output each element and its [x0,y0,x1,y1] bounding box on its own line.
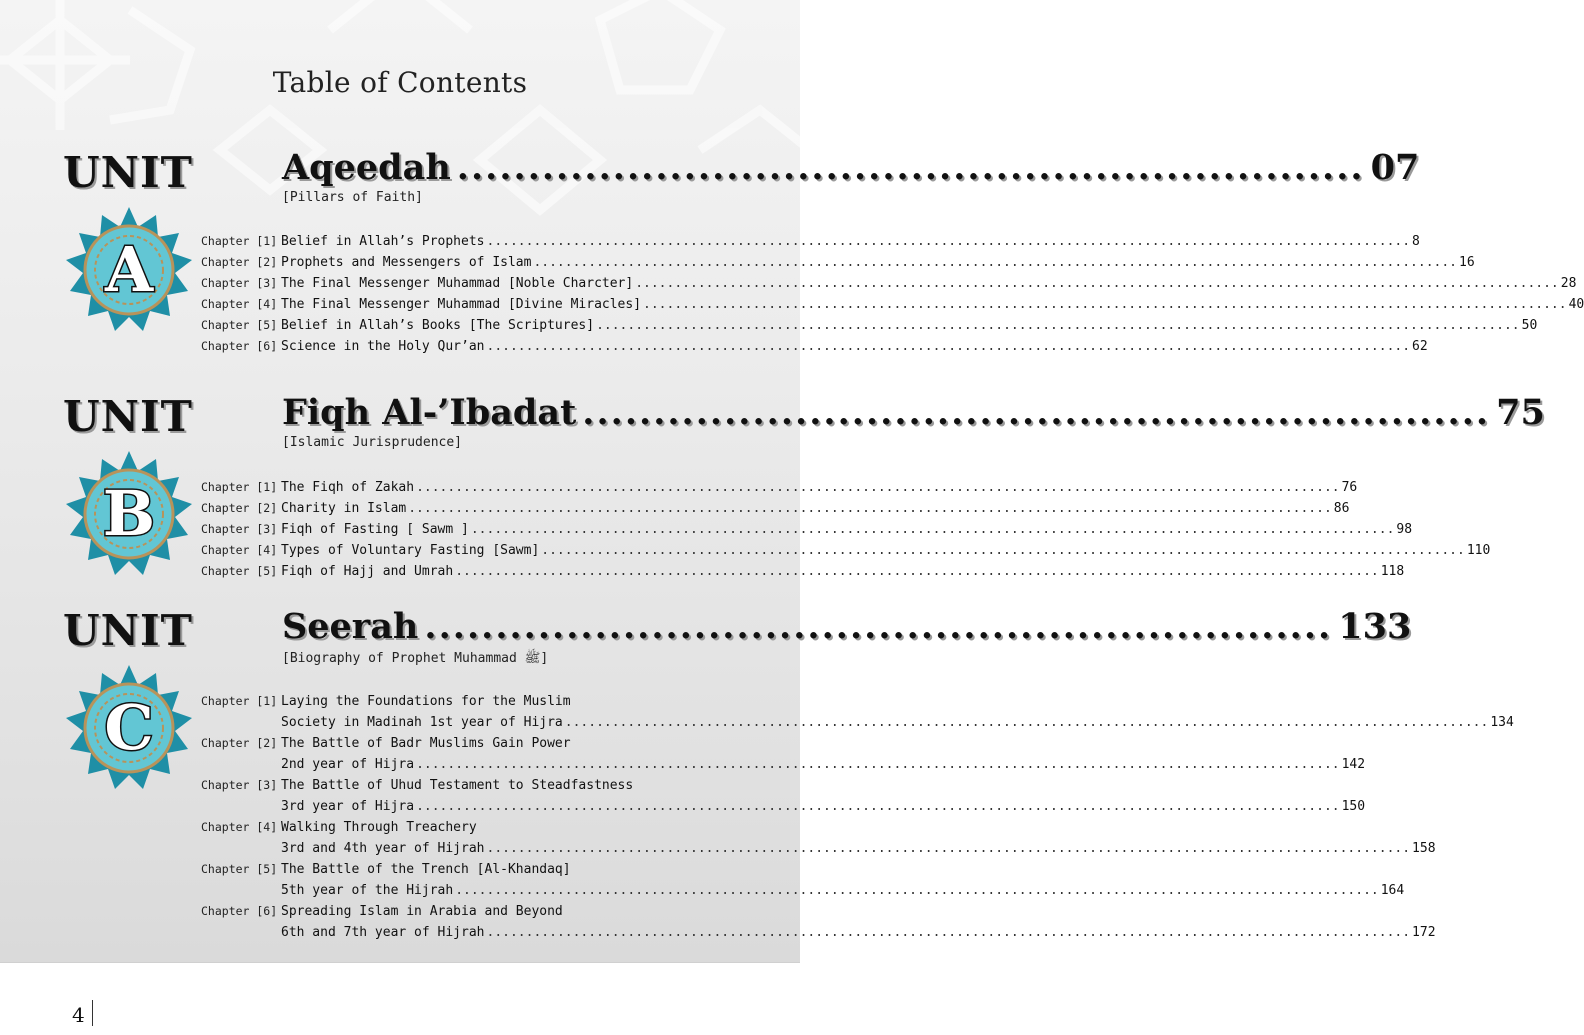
chapter-title: The Fiqh of Zakah [281,480,415,495]
unit-subtitle: [Pillars of Faith] [282,190,423,205]
chapter-title: Laying the Foundations for the Muslim [281,694,571,709]
chapter-entry[interactable] [201,273,1577,294]
leader-dots [596,315,1520,336]
chapter-page: 164 [1380,883,1405,898]
leader-dots [471,519,1395,540]
chapter-list-b [201,477,1491,582]
chapter-number: Chapter [5] [201,862,278,876]
chapter-title: Spreading Islam in Arabia and Beyond [281,904,563,919]
chapter-title: Types of Voluntary Fasting [Sawm] [281,543,540,558]
chapter-entry[interactable] [201,315,1538,336]
unit-page: 75 [1496,392,1545,433]
leader-dots [416,477,1340,498]
chapter-title: Charity in Islam [281,501,407,516]
chapter-number: Chapter [2] [201,736,278,750]
chapter-page: 40 [1568,297,1584,312]
chapter-entry[interactable] [201,561,1405,582]
unit-b-badge [64,449,194,579]
chapter-title: The Battle of the Trench [Al-Khandaq] [281,862,571,877]
chapter-entry[interactable] [201,519,1413,540]
chapter-page: 110 [1466,543,1491,558]
chapter-list-c [201,691,1514,943]
unit-page: 07 [1370,147,1420,188]
chapter-page: 62 [1412,339,1428,354]
chapter-entry[interactable] [201,901,1436,943]
chapter-title: The Battle of Uhud Testament to Steadfastness [281,778,634,793]
leader-dots [416,754,1340,775]
chapter-entry[interactable] [201,775,1366,817]
chapter-title-cont: Society in Madinah 1st year of Hijra [281,715,563,730]
chapter-number: Chapter [3] [201,522,278,536]
chapter-title: Science in the Holy Qur’an [281,339,485,354]
chapter-title-cont: 3rd year of Hijra [281,799,415,814]
leader-dots [643,294,1567,315]
chapter-entry[interactable] [201,477,1358,498]
chapter-page: 76 [1341,480,1358,495]
chapter-entry[interactable] [201,231,1420,252]
chapter-number: Chapter [3] [201,778,278,792]
chapter-page: 134 [1490,715,1514,730]
leader-dots [416,796,1340,817]
chapter-page: 172 [1412,925,1436,940]
chapter-entry[interactable] [201,859,1405,901]
footer-divider [0,962,800,963]
chapter-page: 118 [1380,564,1405,579]
chapter-entry[interactable] [201,294,1584,315]
leader-dots [424,606,1332,647]
chapter-number: Chapter [2] [201,501,278,515]
unit-page: 133 [1338,606,1412,647]
chapter-page: 8 [1412,234,1420,249]
unit-title: Seerah [282,606,419,647]
unit-label-c: UNIT [63,606,193,655]
leader-dots [457,147,1365,188]
leader-dots [635,273,1559,294]
unit-subtitle: [Islamic Jurisprudence] [282,435,463,450]
page-number-rule [92,1000,93,1026]
page-title: Table of Contents [272,66,528,99]
leader-dots [487,336,1411,357]
chapter-title: Belief in Allah’s Prophets [281,234,485,249]
leader-dots [533,252,1457,273]
chapter-number: Chapter [1] [201,480,278,494]
leader-dots [487,922,1411,943]
chapter-number: Chapter [1] [201,694,278,708]
chapter-page: 86 [1333,501,1350,516]
chapter-number: Chapter [5] [201,564,278,578]
chapter-page: 158 [1412,841,1436,856]
chapter-number: Chapter [4] [201,543,278,557]
chapter-page: 50 [1521,318,1538,333]
chapter-title-cont: 3rd and 4th year of Hijrah [281,841,485,856]
leader-dots [408,498,1332,519]
chapter-list-a [201,231,1584,357]
chapter-title: The Battle of Badr Muslims Gain Power [281,736,571,751]
leader-dots [487,838,1411,859]
leader-dots [541,540,1465,561]
chapter-number: Chapter [3] [201,276,278,290]
chapter-title-cont: 5th year of the Hijrah [281,883,454,898]
chapter-title: Fiqh of Fasting [ Sawm ] [281,522,469,537]
chapter-number: Chapter [4] [201,820,278,834]
chapter-title: Walking Through Treachery [281,820,477,835]
chapter-title-cont: 6th and 7th year of Hijrah [281,925,485,940]
leader-dots [455,880,1379,901]
chapter-title: The Final Messenger Muhammad [Divine Miracles] [281,297,642,312]
unit-label-a: UNIT [63,148,193,197]
chapter-page: 142 [1341,757,1366,772]
unit-title: Aqeedah [282,147,451,188]
unit-a-badge [64,205,194,335]
chapter-entry[interactable] [201,817,1436,859]
unit-letter: A [104,233,154,306]
chapter-number: Chapter [6] [201,904,278,918]
chapter-number: Chapter [2] [201,255,278,269]
unit-heading [282,606,1412,647]
unit-letter: B [102,477,156,550]
unit-letter: C [104,691,154,764]
unit-heading [282,147,1420,188]
chapter-number: Chapter [5] [201,318,278,332]
unit-c-badge [64,663,194,793]
unit-label-b: UNIT [63,392,193,441]
leader-dots [565,712,1489,733]
chapter-entry[interactable] [201,498,1350,519]
chapter-entry[interactable] [201,540,1491,561]
unit-title: Fiqh Al-’Ibadat [282,392,577,433]
unit-subtitle: [Biography of Prophet Muhammad ﷺ] [282,651,549,666]
chapter-title: Fiqh of Hajj and Umrah [281,564,454,579]
chapter-entry[interactable] [201,252,1475,273]
chapter-title-cont: 2nd year of Hijra [281,757,415,772]
chapter-number: Chapter [1] [201,234,278,248]
leader-dots [487,231,1411,252]
leader-dots [582,392,1490,433]
chapter-page: 150 [1341,799,1366,814]
chapter-title: Prophets and Messengers of Islam [281,255,532,270]
chapter-page: 98 [1396,522,1413,537]
chapter-entry[interactable] [201,691,1514,733]
leader-dots [455,561,1379,582]
chapter-title: Belief in Allah’s Books [The Scriptures] [281,318,595,333]
chapter-page: 16 [1459,255,1475,270]
chapter-number: Chapter [4] [201,297,278,311]
chapter-entry[interactable] [201,733,1366,775]
page-number: 4 [72,1003,85,1027]
chapter-title: The Final Messenger Muhammad [Noble Charcter] [281,276,634,291]
chapter-page: 28 [1560,276,1577,291]
chapter-number: Chapter [6] [201,339,278,353]
unit-heading [282,392,1545,433]
chapter-entry[interactable] [201,336,1428,357]
